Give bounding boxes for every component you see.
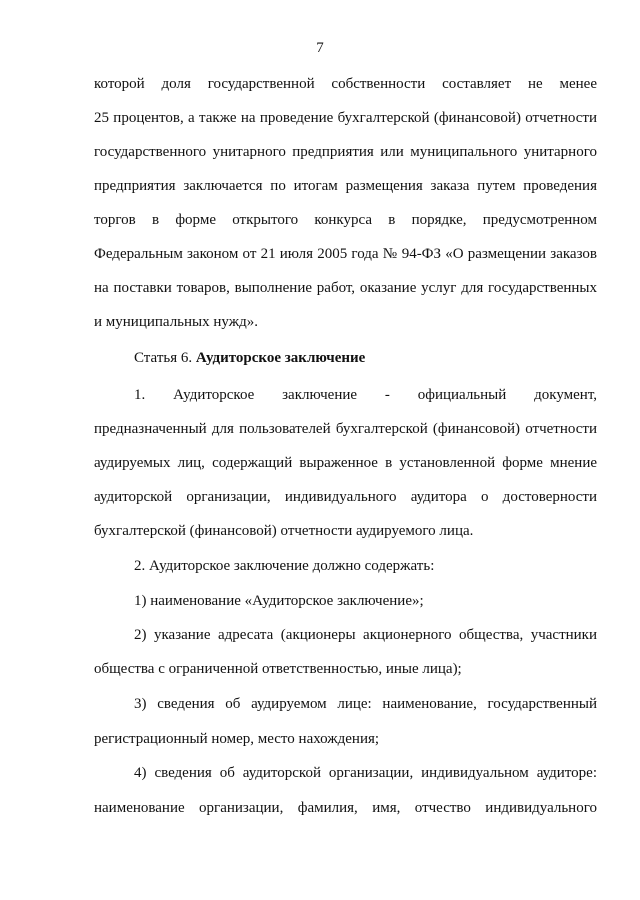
text-line: которой доля государственной собственности составляет не менее <box>94 76 597 92</box>
article-heading <box>134 349 597 367</box>
text-line: предприятия заключается по итогам размещения заказа путем проведения <box>94 178 597 194</box>
text-line: Федеральным законом от 21 июля 2005 года № 94-ФЗ «О размещении заказов <box>94 246 597 262</box>
list-item: 2) указание адресата (акционеры акционерного общества, участники <box>134 627 597 643</box>
text-line: на поставки товаров, выполнение работ, оказание услуг для государственных <box>94 280 597 296</box>
text-line: наименование организации, фамилия, имя, отчество индивидуального <box>94 800 597 816</box>
text-line: предназначенный для пользователей бухгалтерской (финансовой) отчетности <box>94 421 597 437</box>
text-line: аудиторской организации, индивидуального аудитора о достоверности <box>94 489 597 505</box>
article-title: Аудиторское заключение <box>195 350 366 366</box>
text-line: 2. Аудиторское заключение должно содержать: <box>134 558 435 574</box>
article-prefix: Статья 6. <box>134 350 193 366</box>
text-line: аудируемых лиц, содержащий выраженное в установленной форме мнение <box>94 455 597 471</box>
text-line: и муниципальных нужд». <box>94 314 258 330</box>
text-line: государственного унитарного предприятия или муниципального унитарного <box>94 144 597 160</box>
page-number: 7 <box>316 40 324 56</box>
text-line: общества с ограниченной ответственностью, иные лица); <box>94 661 462 677</box>
list-item: 4) сведения об аудиторской организации, индивидуальном аудиторе: <box>134 765 597 781</box>
text-line: 25 процентов, а также на проведение бухгалтерской (финансовой) отчетности <box>94 110 597 126</box>
text-line: бухгалтерской (финансовой) отчетности аудируемого лица. <box>94 523 474 539</box>
text-line: регистрационный номер, место нахождения; <box>94 731 380 747</box>
text-line: 1. Аудиторское заключение - официальный документ, <box>134 387 597 403</box>
list-item: 3) сведения об аудируемом лице: наименование, государственный <box>134 696 597 712</box>
text-line: торгов в форме открытого конкурса в порядке, предусмотренном <box>94 212 597 228</box>
list-item: 1) наименование «Аудиторское заключение»; <box>134 593 424 609</box>
